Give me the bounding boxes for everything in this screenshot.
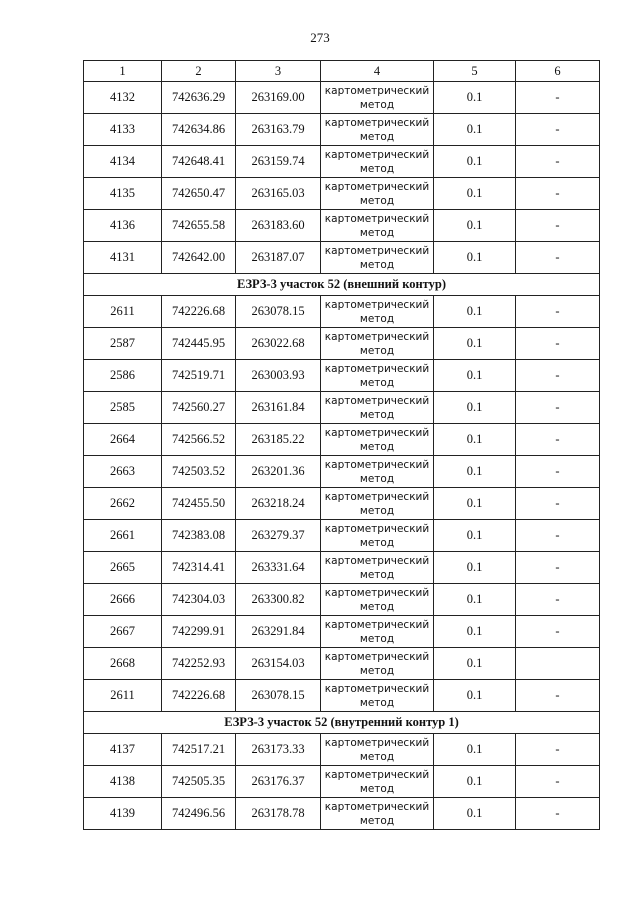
method-cell <box>321 648 434 680</box>
method-line-2: метод <box>359 194 395 207</box>
point-number: 4133 <box>84 114 162 146</box>
table-row <box>84 328 600 360</box>
coord-y: 263331.64 <box>236 552 321 584</box>
accuracy: 0.1 <box>434 296 516 328</box>
method-line-1: картометрический <box>324 554 430 567</box>
accuracy: 0.1 <box>434 210 516 242</box>
note <box>516 648 600 680</box>
point-number: 4138 <box>84 766 162 798</box>
accuracy: 0.1 <box>434 392 516 424</box>
note: - <box>516 520 600 552</box>
note: - <box>516 392 600 424</box>
coord-y: 263078.15 <box>236 680 321 712</box>
method-line-2: метод <box>359 440 395 453</box>
method-cell <box>321 798 434 830</box>
coord-y: 263159.74 <box>236 146 321 178</box>
accuracy: 0.1 <box>434 766 516 798</box>
method-line-1: картометрический <box>324 426 430 439</box>
table-row <box>84 488 600 520</box>
method-line-1: картометрический <box>324 458 430 471</box>
accuracy: 0.1 <box>434 680 516 712</box>
method-line-2: метод <box>359 162 395 175</box>
coord-x: 742299.91 <box>162 616 236 648</box>
coord-x: 742642.00 <box>162 242 236 274</box>
note: - <box>516 488 600 520</box>
coord-y: 263078.15 <box>236 296 321 328</box>
point-number: 2661 <box>84 520 162 552</box>
table-row <box>84 584 600 616</box>
accuracy: 0.1 <box>434 178 516 210</box>
header-cell: 5 <box>434 61 516 82</box>
coord-x: 742445.95 <box>162 328 236 360</box>
coord-y: 263163.79 <box>236 114 321 146</box>
table-row <box>84 424 600 456</box>
table-row <box>84 520 600 552</box>
point-number: 2611 <box>84 680 162 712</box>
accuracy: 0.1 <box>434 734 516 766</box>
accuracy: 0.1 <box>434 82 516 114</box>
method-cell <box>321 734 434 766</box>
method-cell <box>321 242 434 274</box>
coord-x: 742503.52 <box>162 456 236 488</box>
table-row <box>84 648 600 680</box>
coord-y: 263165.03 <box>236 178 321 210</box>
section-title-row <box>84 712 600 734</box>
method-line-1: картометрический <box>324 116 430 129</box>
point-number: 4136 <box>84 210 162 242</box>
table-row <box>84 552 600 584</box>
method-cell <box>321 424 434 456</box>
point-number: 4131 <box>84 242 162 274</box>
header-row <box>84 61 600 82</box>
method-cell <box>321 616 434 648</box>
method-cell <box>321 680 434 712</box>
table-row <box>84 360 600 392</box>
point-number: 2662 <box>84 488 162 520</box>
table-row <box>84 766 600 798</box>
note: - <box>516 456 600 488</box>
note: - <box>516 424 600 456</box>
method-line-1: картометрический <box>324 330 430 343</box>
method-line-2: метод <box>359 750 395 763</box>
coord-y: 263187.07 <box>236 242 321 274</box>
method-line-2: метод <box>359 130 395 143</box>
note: - <box>516 296 600 328</box>
point-number: 2587 <box>84 328 162 360</box>
coord-y: 263201.36 <box>236 456 321 488</box>
method-line-2: метод <box>359 536 395 549</box>
coord-x: 742655.58 <box>162 210 236 242</box>
method-line-1: картометрический <box>324 212 430 225</box>
coord-x: 742252.93 <box>162 648 236 680</box>
note: - <box>516 178 600 210</box>
point-number: 2666 <box>84 584 162 616</box>
coord-y: 263154.03 <box>236 648 321 680</box>
note: - <box>516 616 600 648</box>
coord-x: 742560.27 <box>162 392 236 424</box>
method-cell <box>321 296 434 328</box>
point-number: 2586 <box>84 360 162 392</box>
table-row <box>84 146 600 178</box>
coord-y: 263300.82 <box>236 584 321 616</box>
method-line-2: метод <box>359 664 395 677</box>
method-line-2: метод <box>359 226 395 239</box>
method-line-1: картометрический <box>324 736 430 749</box>
method-line-2: метод <box>359 568 395 581</box>
coord-y: 263178.78 <box>236 798 321 830</box>
table-row <box>84 734 600 766</box>
header-cell: 6 <box>516 61 600 82</box>
accuracy: 0.1 <box>434 456 516 488</box>
coord-y: 263291.84 <box>236 616 321 648</box>
coord-y: 263183.60 <box>236 210 321 242</box>
note: - <box>516 766 600 798</box>
method-line-2: метод <box>359 344 395 357</box>
page-number: 273 <box>310 30 330 45</box>
method-line-2: метод <box>359 98 395 111</box>
coord-x: 742455.50 <box>162 488 236 520</box>
coord-x: 742226.68 <box>162 680 236 712</box>
method-line-1: картометрический <box>324 490 430 503</box>
note: - <box>516 734 600 766</box>
note: - <box>516 584 600 616</box>
point-number: 2668 <box>84 648 162 680</box>
coord-x: 742304.03 <box>162 584 236 616</box>
method-line-2: метод <box>359 472 395 485</box>
method-line-1: картометрический <box>324 618 430 631</box>
method-line-2: метод <box>359 312 395 325</box>
accuracy: 0.1 <box>434 328 516 360</box>
point-number: 4134 <box>84 146 162 178</box>
accuracy: 0.1 <box>434 360 516 392</box>
method-line-1: картометрический <box>324 394 430 407</box>
table-row <box>84 242 600 274</box>
point-number: 2665 <box>84 552 162 584</box>
table-row <box>84 210 600 242</box>
note: - <box>516 552 600 584</box>
method-cell <box>321 114 434 146</box>
note: - <box>516 360 600 392</box>
table-row <box>84 82 600 114</box>
method-line-2: метод <box>359 782 395 795</box>
accuracy: 0.1 <box>434 520 516 552</box>
method-line-1: картометрический <box>324 244 430 257</box>
method-cell <box>321 210 434 242</box>
coord-x: 742383.08 <box>162 520 236 552</box>
accuracy: 0.1 <box>434 424 516 456</box>
coord-x: 742505.35 <box>162 766 236 798</box>
method-line-2: метод <box>359 600 395 613</box>
table-row <box>84 680 600 712</box>
note: - <box>516 242 600 274</box>
method-cell <box>321 360 434 392</box>
coord-x: 742517.21 <box>162 734 236 766</box>
note: - <box>516 210 600 242</box>
header-cell: 4 <box>321 61 434 82</box>
table-row <box>84 456 600 488</box>
method-cell <box>321 392 434 424</box>
method-line-2: метод <box>359 504 395 517</box>
point-number: 2667 <box>84 616 162 648</box>
method-line-2: метод <box>359 376 395 389</box>
method-line-1: картометрический <box>324 298 430 311</box>
method-cell <box>321 456 434 488</box>
coord-y: 263169.00 <box>236 82 321 114</box>
table-row <box>84 296 600 328</box>
method-line-2: метод <box>359 632 395 645</box>
method-line-2: метод <box>359 408 395 421</box>
method-line-1: картометрический <box>324 800 430 813</box>
coord-y: 263022.68 <box>236 328 321 360</box>
coord-y: 263279.37 <box>236 520 321 552</box>
method-line-2: метод <box>359 814 395 827</box>
section-title: ЕЗРЗ-3 участок 52 (внутренний контур 1) <box>84 712 600 734</box>
method-cell <box>321 766 434 798</box>
method-cell <box>321 146 434 178</box>
coord-x: 742519.71 <box>162 360 236 392</box>
method-line-1: картометрический <box>324 586 430 599</box>
note: - <box>516 680 600 712</box>
method-cell <box>321 328 434 360</box>
accuracy: 0.1 <box>434 146 516 178</box>
coord-x: 742636.29 <box>162 82 236 114</box>
method-line-2: метод <box>359 258 395 271</box>
section-title-row <box>84 274 600 296</box>
coord-x: 742650.47 <box>162 178 236 210</box>
accuracy: 0.1 <box>434 798 516 830</box>
accuracy: 0.1 <box>434 552 516 584</box>
note: - <box>516 114 600 146</box>
coord-y: 263185.22 <box>236 424 321 456</box>
note: - <box>516 328 600 360</box>
accuracy: 0.1 <box>434 584 516 616</box>
accuracy: 0.1 <box>434 616 516 648</box>
coord-x: 742496.56 <box>162 798 236 830</box>
method-cell <box>321 584 434 616</box>
method-cell <box>321 82 434 114</box>
method-cell <box>321 520 434 552</box>
coord-y: 263218.24 <box>236 488 321 520</box>
table-row <box>84 616 600 648</box>
coord-y: 263176.37 <box>236 766 321 798</box>
coordinates-table <box>83 60 600 830</box>
method-line-1: картометрический <box>324 84 430 97</box>
coord-x: 742648.41 <box>162 146 236 178</box>
header-cell: 2 <box>162 61 236 82</box>
coord-y: 263173.33 <box>236 734 321 766</box>
point-number: 4132 <box>84 82 162 114</box>
note: - <box>516 798 600 830</box>
point-number: 4135 <box>84 178 162 210</box>
note: - <box>516 146 600 178</box>
method-cell <box>321 488 434 520</box>
method-line-1: картометрический <box>324 682 430 695</box>
point-number: 2585 <box>84 392 162 424</box>
method-line-1: картометрический <box>324 650 430 663</box>
method-line-1: картометрический <box>324 362 430 375</box>
point-number: 4137 <box>84 734 162 766</box>
method-line-1: картометрический <box>324 148 430 161</box>
point-number: 2663 <box>84 456 162 488</box>
header-cell: 1 <box>84 61 162 82</box>
method-line-1: картометрический <box>324 180 430 193</box>
coord-y: 263161.84 <box>236 392 321 424</box>
coord-y: 263003.93 <box>236 360 321 392</box>
coord-x: 742226.68 <box>162 296 236 328</box>
table-row <box>84 114 600 146</box>
coord-x: 742634.86 <box>162 114 236 146</box>
method-line-1: картометрический <box>324 768 430 781</box>
method-cell <box>321 552 434 584</box>
accuracy: 0.1 <box>434 488 516 520</box>
header-cell: 3 <box>236 61 321 82</box>
table-row <box>84 798 600 830</box>
table-row <box>84 178 600 210</box>
coord-x: 742314.41 <box>162 552 236 584</box>
table-row <box>84 392 600 424</box>
coord-x: 742566.52 <box>162 424 236 456</box>
point-number: 2611 <box>84 296 162 328</box>
accuracy: 0.1 <box>434 242 516 274</box>
section-title: ЕЗРЗ-3 участок 52 (внешний контур) <box>84 274 600 296</box>
point-number: 4139 <box>84 798 162 830</box>
note: - <box>516 82 600 114</box>
method-cell <box>321 178 434 210</box>
accuracy: 0.1 <box>434 648 516 680</box>
method-line-2: метод <box>359 696 395 709</box>
point-number: 2664 <box>84 424 162 456</box>
accuracy: 0.1 <box>434 114 516 146</box>
method-line-1: картометрический <box>324 522 430 535</box>
